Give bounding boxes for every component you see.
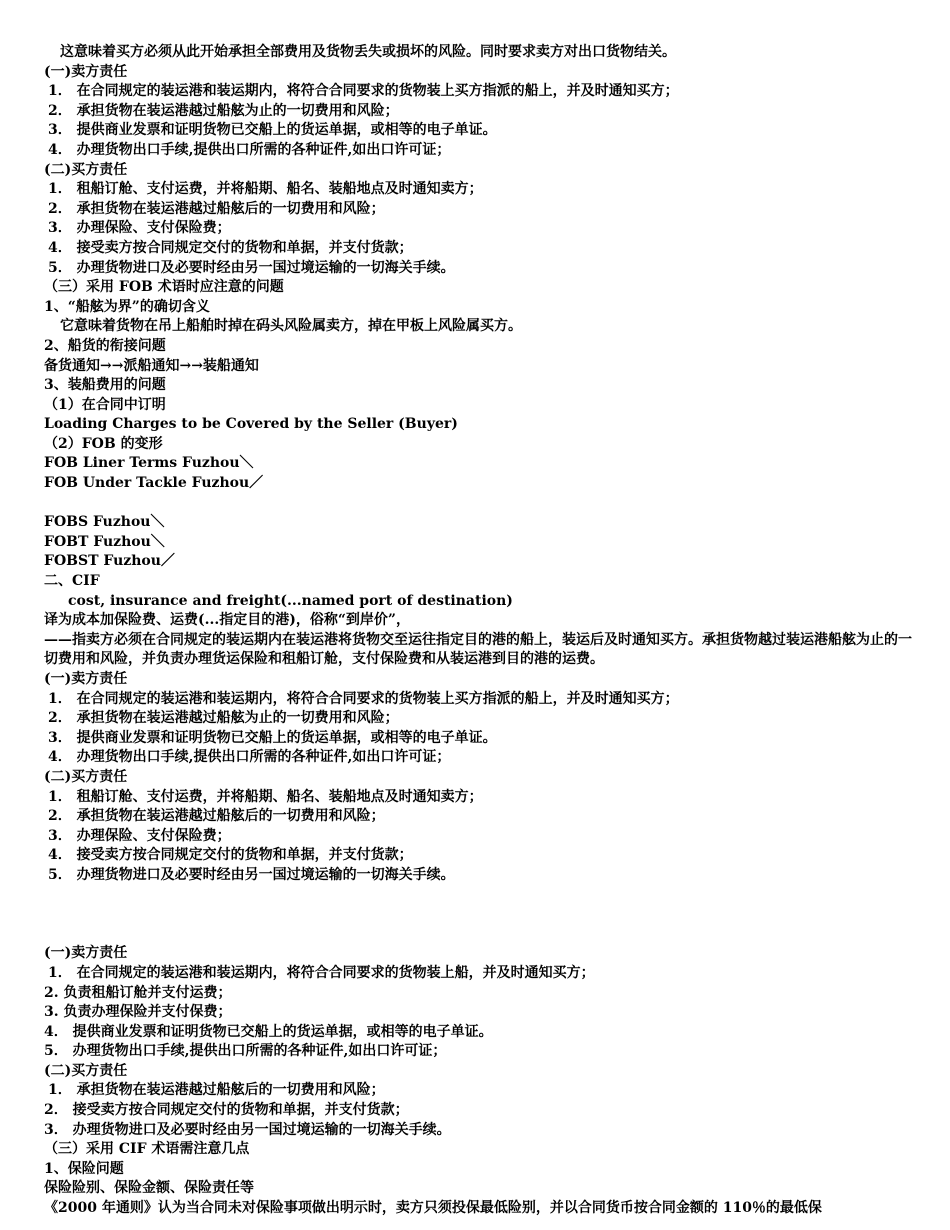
list-item: 4． 接受卖方按合同规定交付的货物和单据，并支付货款； bbox=[48, 847, 413, 864]
list-item: 3． 办理货物进口及必要时经由另一国过境运输的一切海关手续。 bbox=[44, 1121, 451, 1138]
section-heading: (二)买方责任 bbox=[44, 161, 128, 178]
paragraph: FOB Liner Terms Fuzhou＼ bbox=[44, 455, 254, 472]
list-item: 1． 租船订舱、支付运费，并将船期、船名、装船地点及时通知卖方； bbox=[48, 788, 483, 805]
paragraph: （1）在合同中订明 bbox=[44, 396, 166, 413]
paragraph: FOB Under Tackle Fuzhou／ bbox=[44, 475, 264, 492]
list-item: 3． 提供商业发票和证明货物已交船上的货运单据，或相等的电子单证。 bbox=[48, 122, 497, 139]
list-item: 1． 租船订舱、支付运费，并将船期、船名、装船地点及时通知卖方； bbox=[48, 181, 483, 198]
section-heading: (一)卖方责任 bbox=[44, 671, 128, 687]
list-item: 4． 接受卖方按合同规定交付的货物和单据，并支付货款； bbox=[48, 239, 413, 256]
paragraph: 它意味着货物在吊上船舶时掉在码头风险属卖方，掉在甲板上风险属买方。 bbox=[60, 318, 522, 335]
subsection-heading: 3、装船费用的问题 bbox=[44, 377, 166, 394]
list-item: 3. 负责办理保险并支付保费； bbox=[44, 1004, 232, 1021]
paragraph: 这意味着买方必须从此开始承担全部费用及货物丢失或损坏的风险。同时要求卖方对出口货物结关。 bbox=[60, 44, 676, 60]
paragraph: cost, insurance and freight(...named port of destination) bbox=[68, 592, 513, 609]
list-item: 1． 承担货物在装运港越过船舷后的一切费用和风险； bbox=[48, 1082, 385, 1099]
list-item: 2. 负责租船订舱并支付运费； bbox=[44, 984, 232, 1001]
paragraph: FOBS Fuzhou＼ bbox=[44, 514, 165, 531]
section-heading: (二)买方责任 bbox=[44, 768, 128, 785]
paragraph: 《2000 年通则》认为当合同未对保险事项做出明示时，卖方只须投保最低险别，并以合同货币按合同金额的 110％的最低保 bbox=[44, 1200, 822, 1217]
paragraph: FOBT Fuzhou＼ bbox=[44, 533, 165, 550]
list-item: 5． 办理货物出口手续,提供出口所需的各种证件,如出口许可证； bbox=[44, 1043, 447, 1060]
section-heading: 二、CIF bbox=[44, 573, 100, 590]
document-page bbox=[44, 43, 914, 1219]
list-item: 2． 承担货物在装运港越过船舷后的一切费用和风险； bbox=[48, 808, 385, 825]
section-heading: (一)卖方责任 bbox=[44, 945, 128, 962]
list-item: 3． 办理保险、支付保险费； bbox=[48, 220, 231, 237]
list-item: 2． 承担货物在装运港越过船舷后的一切费用和风险； bbox=[48, 200, 385, 217]
list-item: 2． 承担货物在装运港越过船舷为止的一切费用和风险； bbox=[48, 102, 399, 119]
list-item: 1． 在合同规定的装运港和装运期内，将符合合同要求的货物装上买方指派的船上，并及时通知买方； bbox=[48, 83, 679, 100]
subsection-heading: 1、保险问题 bbox=[44, 1160, 124, 1177]
blank-space bbox=[44, 886, 914, 945]
paragraph: FOBST Fuzhou／ bbox=[44, 553, 175, 570]
paragraph: 译为成本加保险费、运费(...指定目的港)，俗称“到岸价”， bbox=[44, 612, 410, 629]
list-item: 2． 接受卖方按合同规定交付的货物和单据，并支付货款； bbox=[44, 1102, 409, 1119]
paragraph: ——指卖方必须在合同规定的装运期内在装运港将货物交至运往指定目的港的船上，装运后及时通知买方。承担货物越过装运港船舷为止的一切费用和风险，并负责办理货运保险和租船订舱，支付保险费和从装运港到目的港的运费。 bbox=[44, 631, 912, 668]
list-item: 3． 提供商业发票和证明货物已交船上的货运单据，或相等的电子单证。 bbox=[48, 729, 497, 746]
list-item: 3． 办理保险、支付保险费； bbox=[48, 827, 231, 844]
paragraph: 保险险别、保险金额、保险责任等 bbox=[44, 1180, 254, 1197]
blank-line bbox=[44, 494, 914, 514]
list-item: 4． 办理货物出口手续,提供出口所需的各种证件,如出口许可证； bbox=[48, 749, 451, 766]
list-item: 4． 办理货物出口手续,提供出口所需的各种证件,如出口许可证； bbox=[48, 141, 451, 158]
subsection-heading: 1、“船舷为界”的确切含义 bbox=[44, 298, 210, 315]
list-item: 1． 在合同规定的装运港和装运期内，将符合合同要求的货物装上船，并及时通知买方； bbox=[48, 964, 595, 981]
list-item: 1． 在合同规定的装运港和装运期内，将符合合同要求的货物装上买方指派的船上，并及时通知买方； bbox=[48, 690, 679, 707]
paragraph: Loading Charges to be Covered by the Seller (Buyer) bbox=[44, 416, 458, 433]
section-heading: (二)买方责任 bbox=[44, 1062, 128, 1079]
section-heading: （三）采用 CIF 术语需注意几点 bbox=[44, 1141, 250, 1158]
paragraph: （2）FOB 的变形 bbox=[44, 435, 163, 452]
list-item: 5． 办理货物进口及必要时经由另一国过境运输的一切海关手续。 bbox=[48, 259, 455, 276]
subsection-heading: 2、船货的衔接问题 bbox=[44, 337, 166, 354]
list-item: 5． 办理货物进口及必要时经由另一国过境运输的一切海关手续。 bbox=[48, 866, 455, 883]
paragraph: 备货通知→→派船通知→→装船通知 bbox=[44, 357, 259, 374]
section-heading: （三）采用 FOB 术语时应注意的问题 bbox=[44, 279, 284, 296]
list-item: 4． 提供商业发票和证明货物已交船上的货运单据，或相等的电子单证。 bbox=[44, 1023, 493, 1040]
list-item: 2． 承担货物在装运港越过船舷为止的一切费用和风险； bbox=[48, 710, 399, 727]
section-heading: (一)卖方责任 bbox=[44, 63, 128, 80]
